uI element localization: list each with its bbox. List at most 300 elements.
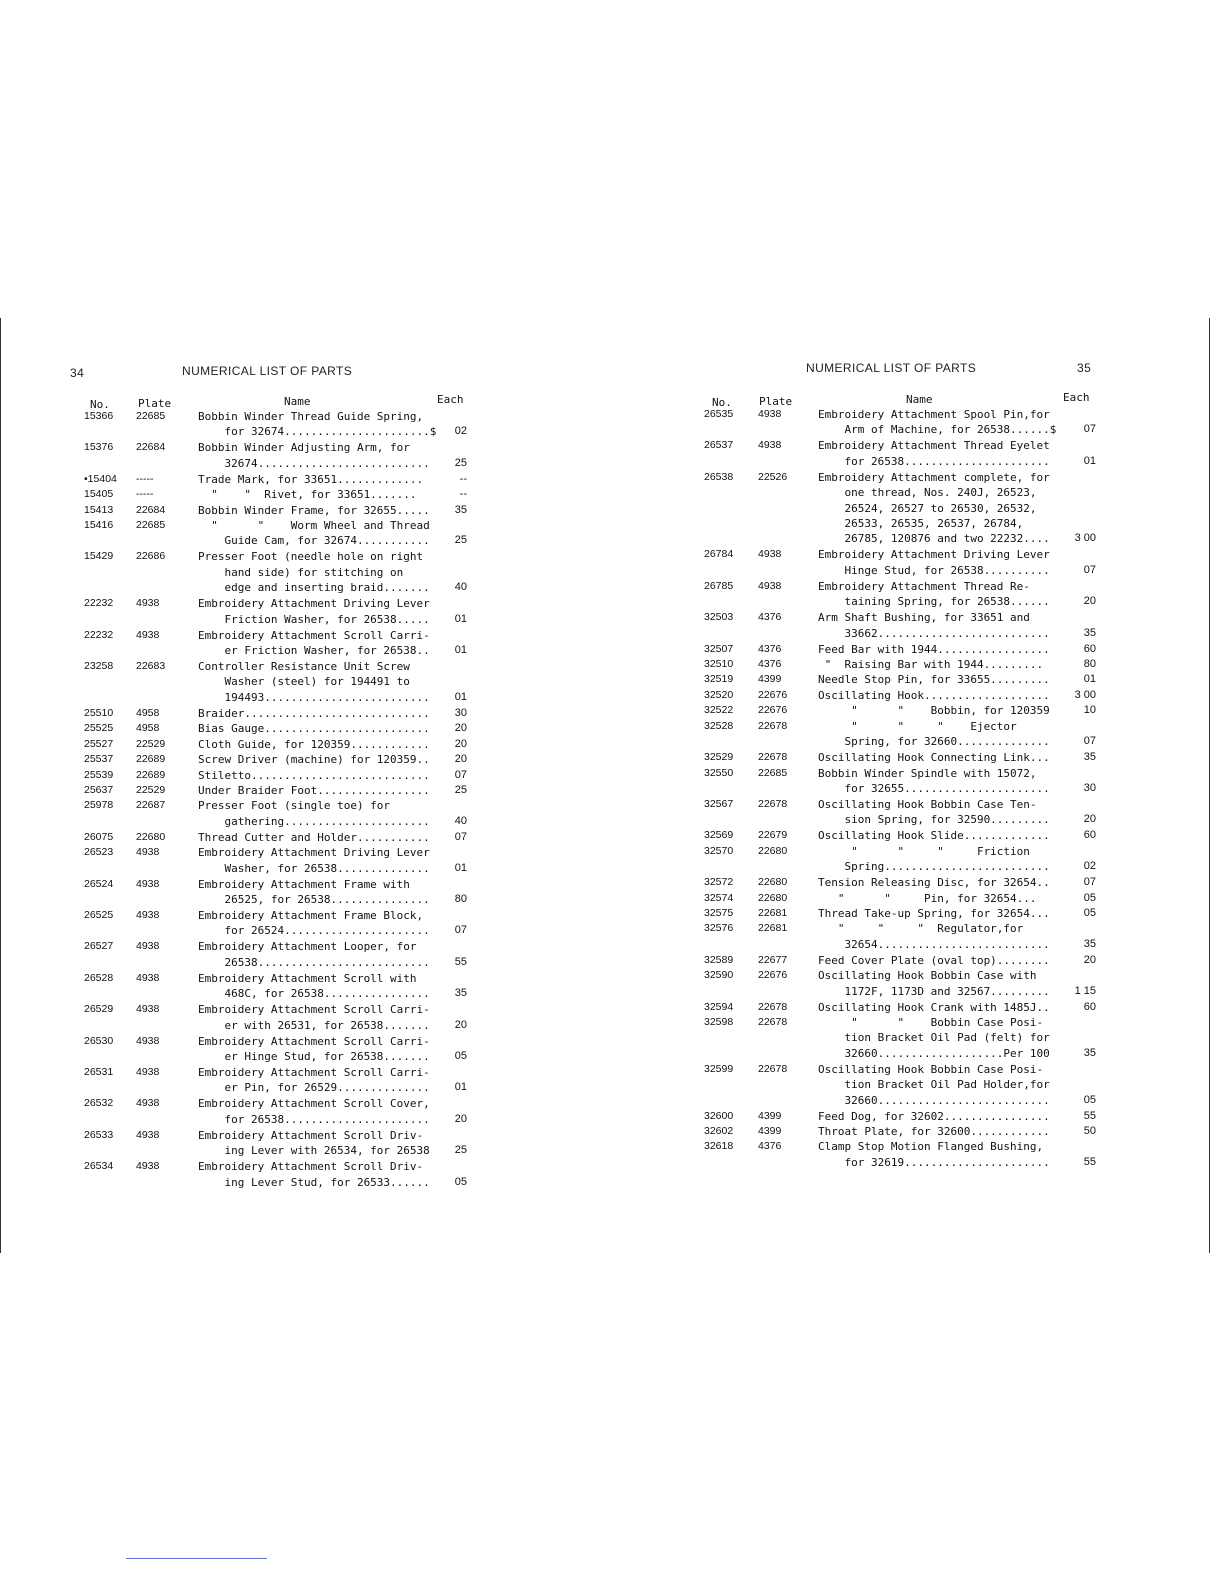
part-name-line: tion Bracket Oil Pad (felt) for xyxy=(818,1031,1050,1045)
price-each: 05 xyxy=(1083,891,1096,904)
part-name-line: Thread Cutter and Holder........... xyxy=(198,830,430,844)
price-each: 40 xyxy=(454,814,467,827)
price-each: 80 xyxy=(1083,658,1096,671)
price-each: 20 xyxy=(454,753,467,766)
part-name-line: for 32655...................... xyxy=(818,781,1050,795)
page-number: 34 xyxy=(70,366,85,380)
part-name-line: Clamp Stop Motion Flanged Bushing, xyxy=(818,1140,1044,1154)
part-number: 26530 xyxy=(84,1034,114,1047)
part-name xyxy=(198,877,470,908)
part-name-line: er Pin, for 26529.............. xyxy=(198,1081,430,1095)
table-row xyxy=(70,518,470,549)
table-row xyxy=(690,672,1100,687)
part-number: •15404 xyxy=(84,472,117,485)
part-number: 32522 xyxy=(704,704,734,717)
table-row xyxy=(70,409,470,440)
part-number: 32507 xyxy=(704,642,734,655)
part-number: 26538 xyxy=(704,470,734,483)
table-row xyxy=(70,768,470,783)
part-name-line: Bias Gauge......................... xyxy=(198,722,430,736)
table-row xyxy=(70,971,470,1002)
part-name-line: Embroidery Attachment Scroll Driv- xyxy=(198,1160,424,1174)
part-name-line: for 32674......................$ xyxy=(198,425,437,439)
part-name-line: 32654.......................... xyxy=(818,937,1050,951)
part-number: 32520 xyxy=(704,688,734,701)
plate-number: 4938 xyxy=(758,579,782,592)
part-name-line: Screw Driver (machine) for 120359.. xyxy=(198,753,430,767)
plate-number: 22676 xyxy=(758,704,788,717)
price-each: 35 xyxy=(1083,1046,1096,1059)
table-row xyxy=(70,752,470,767)
part-name-line: Under Braider Foot................. xyxy=(198,783,430,797)
part-name xyxy=(198,596,470,627)
table-row xyxy=(690,844,1100,875)
part-name-line: Embroidery Attachment Driving Lever xyxy=(818,548,1050,562)
plate-number: 22529 xyxy=(136,783,166,796)
price-each: 07 xyxy=(1083,876,1096,889)
part-name-line: Oscillating Hook Bobbin Case with xyxy=(818,969,1037,983)
part-name-line: one thread, Nos. 240J, 26523, xyxy=(818,486,1037,500)
plate-number: 4399 xyxy=(758,1125,782,1137)
part-name xyxy=(198,440,470,471)
part-number: 25527 xyxy=(84,737,114,750)
plate-number: 22526 xyxy=(758,470,788,483)
plate-number: 4958 xyxy=(136,722,160,735)
price-each: 60 xyxy=(1083,829,1096,842)
price-each: 20 xyxy=(1083,595,1096,608)
part-name xyxy=(818,610,1100,641)
table-row xyxy=(690,1000,1100,1015)
plate-number: 4399 xyxy=(758,673,782,686)
part-name-line: for 32619...................... xyxy=(818,1155,1050,1169)
table-row xyxy=(690,438,1100,469)
part-number: 26535 xyxy=(704,408,734,420)
part-name-line: Oscillating Hook Bobbin Case Ten- xyxy=(818,797,1037,811)
plate-number: 22680 xyxy=(136,830,166,843)
part-number: 32572 xyxy=(704,876,734,889)
part-number: 26532 xyxy=(84,1097,114,1110)
part-name-line: Embroidery Attachment Looper, for xyxy=(198,940,417,954)
table-row xyxy=(690,968,1100,999)
price-each: 3 00 xyxy=(1074,532,1096,545)
plate-number: 4938 xyxy=(136,846,160,859)
price-each: 60 xyxy=(1083,1000,1096,1013)
price-each: 01 xyxy=(1083,673,1096,686)
table-row xyxy=(690,921,1100,952)
price-each: 02 xyxy=(1083,860,1096,873)
part-name xyxy=(818,703,1100,718)
plate-number: 22684 xyxy=(136,441,166,454)
part-number: 15366 xyxy=(84,410,114,422)
part-name xyxy=(818,875,1100,890)
table-row xyxy=(70,1128,470,1159)
part-name xyxy=(818,828,1100,843)
column-header-no: No. xyxy=(90,398,110,411)
price-each: 01 xyxy=(454,690,467,703)
price-each: 20 xyxy=(454,737,467,750)
table-row xyxy=(70,549,470,595)
part-name-line: Cloth Guide, for 120359............ xyxy=(198,737,430,751)
plate-number: 22686 xyxy=(136,550,166,563)
part-name-line: " Raising Bar with 1944......... xyxy=(818,658,1044,672)
table-row xyxy=(690,547,1100,578)
part-name xyxy=(818,844,1100,875)
part-number: 32589 xyxy=(704,953,734,966)
price-each: -- xyxy=(459,488,467,501)
price-each: 35 xyxy=(1083,626,1096,639)
price-each: 55 xyxy=(1083,1155,1096,1168)
plate-number: ----- xyxy=(136,472,154,485)
part-number: 15405 xyxy=(84,488,114,501)
table-row xyxy=(70,706,470,721)
part-number: 22232 xyxy=(84,628,114,641)
table-row xyxy=(70,737,470,752)
price-each: 07 xyxy=(454,924,467,937)
part-name-line: " " " Regulator,for xyxy=(818,922,1024,936)
part-name-line: taining Spring, for 26538...... xyxy=(818,595,1050,609)
price-each: 30 xyxy=(1083,781,1096,794)
plate-number: 22529 xyxy=(136,737,166,750)
part-name-line: Controller Resistance Unit Screw xyxy=(198,660,410,674)
part-name-line: Bobbin Winder Frame, for 32655..... xyxy=(198,503,430,517)
part-name-line: Throat Plate, for 32600............ xyxy=(818,1125,1050,1138)
table-row xyxy=(70,1002,470,1033)
table-row xyxy=(690,1015,1100,1061)
part-name xyxy=(818,672,1100,687)
part-number: 32594 xyxy=(704,1000,734,1013)
part-name-line: Embroidery Attachment Thread Re- xyxy=(818,579,1030,593)
plate-number: 4938 xyxy=(136,628,160,641)
part-name-line: for 26524...................... xyxy=(198,924,430,938)
part-number: 32600 xyxy=(704,1109,734,1122)
price-each: 50 xyxy=(1083,1125,1096,1137)
table-row xyxy=(70,939,470,970)
part-name-line: Embroidery Attachment Scroll Cover, xyxy=(198,1097,430,1111)
column-header-each: Each xyxy=(1063,391,1090,404)
part-name-line: Embroidery Attachment Scroll Carri- xyxy=(198,1065,430,1079)
part-number: 15429 xyxy=(84,550,114,563)
table-row xyxy=(70,908,470,939)
part-name-line: " " Bobbin Case Posi- xyxy=(818,1015,1044,1029)
plate-number: 4938 xyxy=(136,1034,160,1047)
part-name-line: Bobbin Winder Adjusting Arm, for xyxy=(198,441,410,455)
part-name-line: Braider............................ xyxy=(198,706,430,720)
plate-number: 4938 xyxy=(136,908,160,921)
plate-number: 4376 xyxy=(758,611,782,624)
price-each: 60 xyxy=(1083,642,1096,655)
plate-number: 4938 xyxy=(136,597,160,610)
part-name xyxy=(818,657,1100,672)
part-name-line: 1172F, 1173D and 32567......... xyxy=(818,984,1050,998)
table-row xyxy=(690,657,1100,672)
price-each: -- xyxy=(459,472,467,485)
column-header-name: Name xyxy=(906,393,933,406)
table-row xyxy=(70,783,470,798)
table-row xyxy=(690,579,1100,610)
table-row xyxy=(70,472,470,487)
part-number: 32570 xyxy=(704,844,734,857)
table-row xyxy=(70,659,470,705)
plate-number: 22676 xyxy=(758,969,788,982)
plate-number: 4958 xyxy=(136,706,160,719)
plate-number: 4376 xyxy=(758,642,782,655)
price-each: 07 xyxy=(454,830,467,843)
part-name-line: Washer, for 26538.............. xyxy=(198,861,430,875)
table-row xyxy=(70,845,470,876)
part-number: 32528 xyxy=(704,719,734,732)
price-each: 01 xyxy=(1083,454,1096,467)
part-number: 25539 xyxy=(84,768,114,781)
table-row xyxy=(690,407,1100,438)
price-each: 07 xyxy=(1083,423,1096,436)
part-name-line: Embroidery Attachment complete, for xyxy=(818,470,1050,484)
part-name xyxy=(198,783,470,798)
plate-number: 4376 xyxy=(758,658,782,671)
part-name-line: Bobbin Winder Spindle with 15072, xyxy=(818,766,1037,780)
part-number: 32590 xyxy=(704,969,734,982)
plate-number: 4376 xyxy=(758,1140,782,1153)
part-name-line: Washer (steel) for 194491 to xyxy=(198,675,410,689)
price-each: 05 xyxy=(1083,906,1096,919)
plate-number: 22676 xyxy=(758,688,788,701)
part-number: 25537 xyxy=(84,753,114,766)
part-number: 32598 xyxy=(704,1015,734,1028)
part-name xyxy=(818,891,1100,906)
table-row xyxy=(690,1109,1100,1124)
part-name xyxy=(198,1159,470,1190)
plate-number: 4938 xyxy=(136,877,160,890)
part-number: 26524 xyxy=(84,877,114,890)
part-number: 32567 xyxy=(704,797,734,810)
table-row xyxy=(690,1139,1100,1170)
page-number: 35 xyxy=(1077,361,1092,375)
part-name-line: " " Bobbin, for 120359 xyxy=(818,704,1050,718)
part-number: 26528 xyxy=(84,971,114,984)
part-name-line: er with 26531, for 26538....... xyxy=(198,1018,430,1032)
plate-number: 4938 xyxy=(136,1065,160,1078)
part-name-line: " " " Ejector xyxy=(818,719,1017,733)
part-name xyxy=(198,939,470,970)
part-name xyxy=(198,706,470,721)
part-name xyxy=(198,830,470,845)
part-number: 26785 xyxy=(704,579,734,592)
plate-number: 22678 xyxy=(758,797,788,810)
part-name-line: Arm of Machine, for 26538......$ xyxy=(818,423,1057,437)
plate-number: 4938 xyxy=(136,971,160,984)
plate-number: 4938 xyxy=(136,1003,160,1016)
part-name xyxy=(198,721,470,736)
part-name-line: Stiletto........................... xyxy=(198,768,430,782)
part-name-line: 33662.......................... xyxy=(818,626,1050,640)
part-number: 32575 xyxy=(704,906,734,919)
part-number: 26525 xyxy=(84,908,114,921)
part-name-line: " " Rivet, for 33651....... xyxy=(198,488,417,502)
plate-number: 22680 xyxy=(758,876,788,889)
plate-number: 22689 xyxy=(136,753,166,766)
part-name-line: Friction Washer, for 26538..... xyxy=(198,612,430,626)
price-each: 07 xyxy=(1083,735,1096,748)
part-name-line: Tension Releasing Disc, for 32654.. xyxy=(818,876,1050,890)
plate-number: 22679 xyxy=(758,829,788,842)
table-row xyxy=(690,906,1100,921)
part-number: 15416 xyxy=(84,519,114,532)
part-name-line: Presser Foot (single toe) for xyxy=(198,799,391,813)
plate-number: 22678 xyxy=(758,719,788,732)
part-name-line: " " Worm Wheel and Thread xyxy=(198,519,430,533)
table-row xyxy=(70,596,470,627)
table-row xyxy=(690,610,1100,641)
price-each: 01 xyxy=(454,861,467,874)
left-page-edge xyxy=(0,318,1,1253)
table-row xyxy=(70,877,470,908)
part-name-line: Guide Cam, for 32674........... xyxy=(198,534,430,548)
part-name xyxy=(818,1015,1100,1061)
part-name-line: " " Pin, for 32654... xyxy=(818,891,1037,905)
table-row xyxy=(690,1062,1100,1108)
part-number: 25637 xyxy=(84,783,114,796)
plate-number: 22678 xyxy=(758,1062,788,1075)
part-name-line: hand side) for stitching on xyxy=(198,565,404,579)
part-name-line: for 26538...................... xyxy=(818,454,1050,468)
part-name xyxy=(818,1139,1100,1170)
price-each: 02 xyxy=(454,425,467,438)
part-name-line: ing Lever with 26534, for 26538 xyxy=(198,1144,430,1158)
table-row xyxy=(690,891,1100,906)
part-number: 26531 xyxy=(84,1065,114,1078)
plate-number: 22685 xyxy=(136,519,166,532)
part-name-line: Oscillating Hook Crank with 1485J.. xyxy=(818,1000,1050,1014)
price-each: 3 00 xyxy=(1074,688,1096,701)
plate-number: 4938 xyxy=(136,1160,160,1173)
part-number: 25978 xyxy=(84,799,114,812)
part-name xyxy=(818,750,1100,765)
part-name-line: Oscillating Hook................... xyxy=(818,688,1050,702)
table-row xyxy=(70,1034,470,1065)
part-name xyxy=(198,409,470,440)
part-number: 32519 xyxy=(704,673,734,686)
part-name xyxy=(818,719,1100,750)
plate-number: 22678 xyxy=(758,751,788,764)
price-each: 35 xyxy=(454,987,467,1000)
part-name-line: Embroidery Attachment Driving Lever xyxy=(198,846,430,860)
part-number: 26784 xyxy=(704,548,734,561)
part-name xyxy=(818,579,1100,610)
page-title: NUMERICAL LIST OF PARTS xyxy=(806,361,977,375)
part-name-line: gathering...................... xyxy=(198,814,430,828)
table-row xyxy=(690,828,1100,843)
plate-number: 22677 xyxy=(758,953,788,966)
part-name-line: Feed Bar with 1944................. xyxy=(818,642,1050,656)
price-each: 55 xyxy=(454,955,467,968)
price-each: 07 xyxy=(1083,563,1096,576)
part-name-line: Thread Take-up Spring, for 32654... xyxy=(818,906,1050,920)
part-name-line: 194493......................... xyxy=(198,690,430,704)
column-header-plate: Plate xyxy=(759,395,793,408)
part-name xyxy=(198,971,470,1002)
part-number: 32569 xyxy=(704,829,734,842)
table-row xyxy=(70,721,470,736)
right-page-edge xyxy=(1209,318,1210,1253)
part-name xyxy=(818,953,1100,968)
part-name xyxy=(818,688,1100,703)
part-name xyxy=(198,798,470,829)
price-each: 20 xyxy=(454,1018,467,1031)
part-name xyxy=(198,1034,470,1065)
part-name-line: Trade Mark, for 33651............. xyxy=(198,472,424,486)
price-each: 05 xyxy=(454,1175,467,1188)
part-name xyxy=(198,487,470,502)
part-name-line: 32660...................Per 100 xyxy=(818,1046,1050,1060)
part-name xyxy=(198,628,470,659)
part-name-line: 32660.......................... xyxy=(818,1093,1050,1107)
part-name xyxy=(198,1065,470,1096)
table-row xyxy=(690,470,1100,547)
part-name-line: 26538.......................... xyxy=(198,955,430,969)
part-name-line: er Hinge Stud, for 26538....... xyxy=(198,1049,430,1063)
price-each: 1 15 xyxy=(1074,984,1096,997)
part-number: 32550 xyxy=(704,766,734,779)
part-number: 32510 xyxy=(704,658,734,671)
price-each: 25 xyxy=(454,456,467,469)
table-row xyxy=(70,1065,470,1096)
part-name xyxy=(198,908,470,939)
price-each: 01 xyxy=(454,1081,467,1094)
part-name-line: Hinge Stud, for 26538.......... xyxy=(818,563,1050,577)
part-name xyxy=(818,642,1100,657)
plate-number: 22689 xyxy=(136,768,166,781)
column-header-plate: Plate xyxy=(138,397,172,410)
part-number: 25510 xyxy=(84,706,114,719)
part-name xyxy=(818,766,1100,797)
part-name-line: Needle Stop Pin, for 33655......... xyxy=(818,673,1050,687)
part-name xyxy=(198,845,470,876)
part-number: 32599 xyxy=(704,1062,734,1075)
part-name-line: Embroidery Attachment Spool Pin,for xyxy=(818,408,1050,421)
part-name xyxy=(198,472,470,487)
part-number: 32529 xyxy=(704,751,734,764)
part-name-line: Embroidery Attachment Scroll Carri- xyxy=(198,1003,430,1017)
part-name xyxy=(818,407,1100,438)
part-name-line: 26785, 120876 and two 22232.... xyxy=(818,532,1050,546)
part-name-line: Embroidery Attachment Thread Eyelet xyxy=(818,439,1050,453)
plate-number: 4938 xyxy=(136,1128,160,1141)
table-row xyxy=(690,688,1100,703)
part-name-line: tion Bracket Oil Pad Holder,for xyxy=(818,1078,1050,1092)
table-row xyxy=(70,503,470,518)
plate-number: 4938 xyxy=(136,1097,160,1110)
part-name xyxy=(198,1096,470,1127)
part-name xyxy=(198,768,470,783)
part-name-line: 468C, for 26538................ xyxy=(198,987,430,1001)
table-row xyxy=(70,487,470,502)
part-name xyxy=(818,1124,1100,1139)
parts-list xyxy=(70,409,470,1191)
part-name-line: Spring, for 32660.............. xyxy=(818,735,1050,749)
column-header-no: No. xyxy=(712,396,732,409)
part-number: 26537 xyxy=(704,439,734,452)
table-row xyxy=(690,766,1100,797)
plate-number: 22680 xyxy=(758,844,788,857)
price-each: 20 xyxy=(454,1112,467,1125)
parts-list xyxy=(690,407,1100,1171)
price-each: 35 xyxy=(1083,937,1096,950)
plate-number: 4938 xyxy=(758,548,782,561)
part-name xyxy=(818,797,1100,828)
part-name-line: Oscillating Hook Connecting Link... xyxy=(818,751,1050,765)
column-header-name: Name xyxy=(284,395,311,408)
part-name-line: Presser Foot (needle hole on right xyxy=(198,550,424,564)
part-name-line: Feed Dog, for 32602................ xyxy=(818,1109,1050,1123)
